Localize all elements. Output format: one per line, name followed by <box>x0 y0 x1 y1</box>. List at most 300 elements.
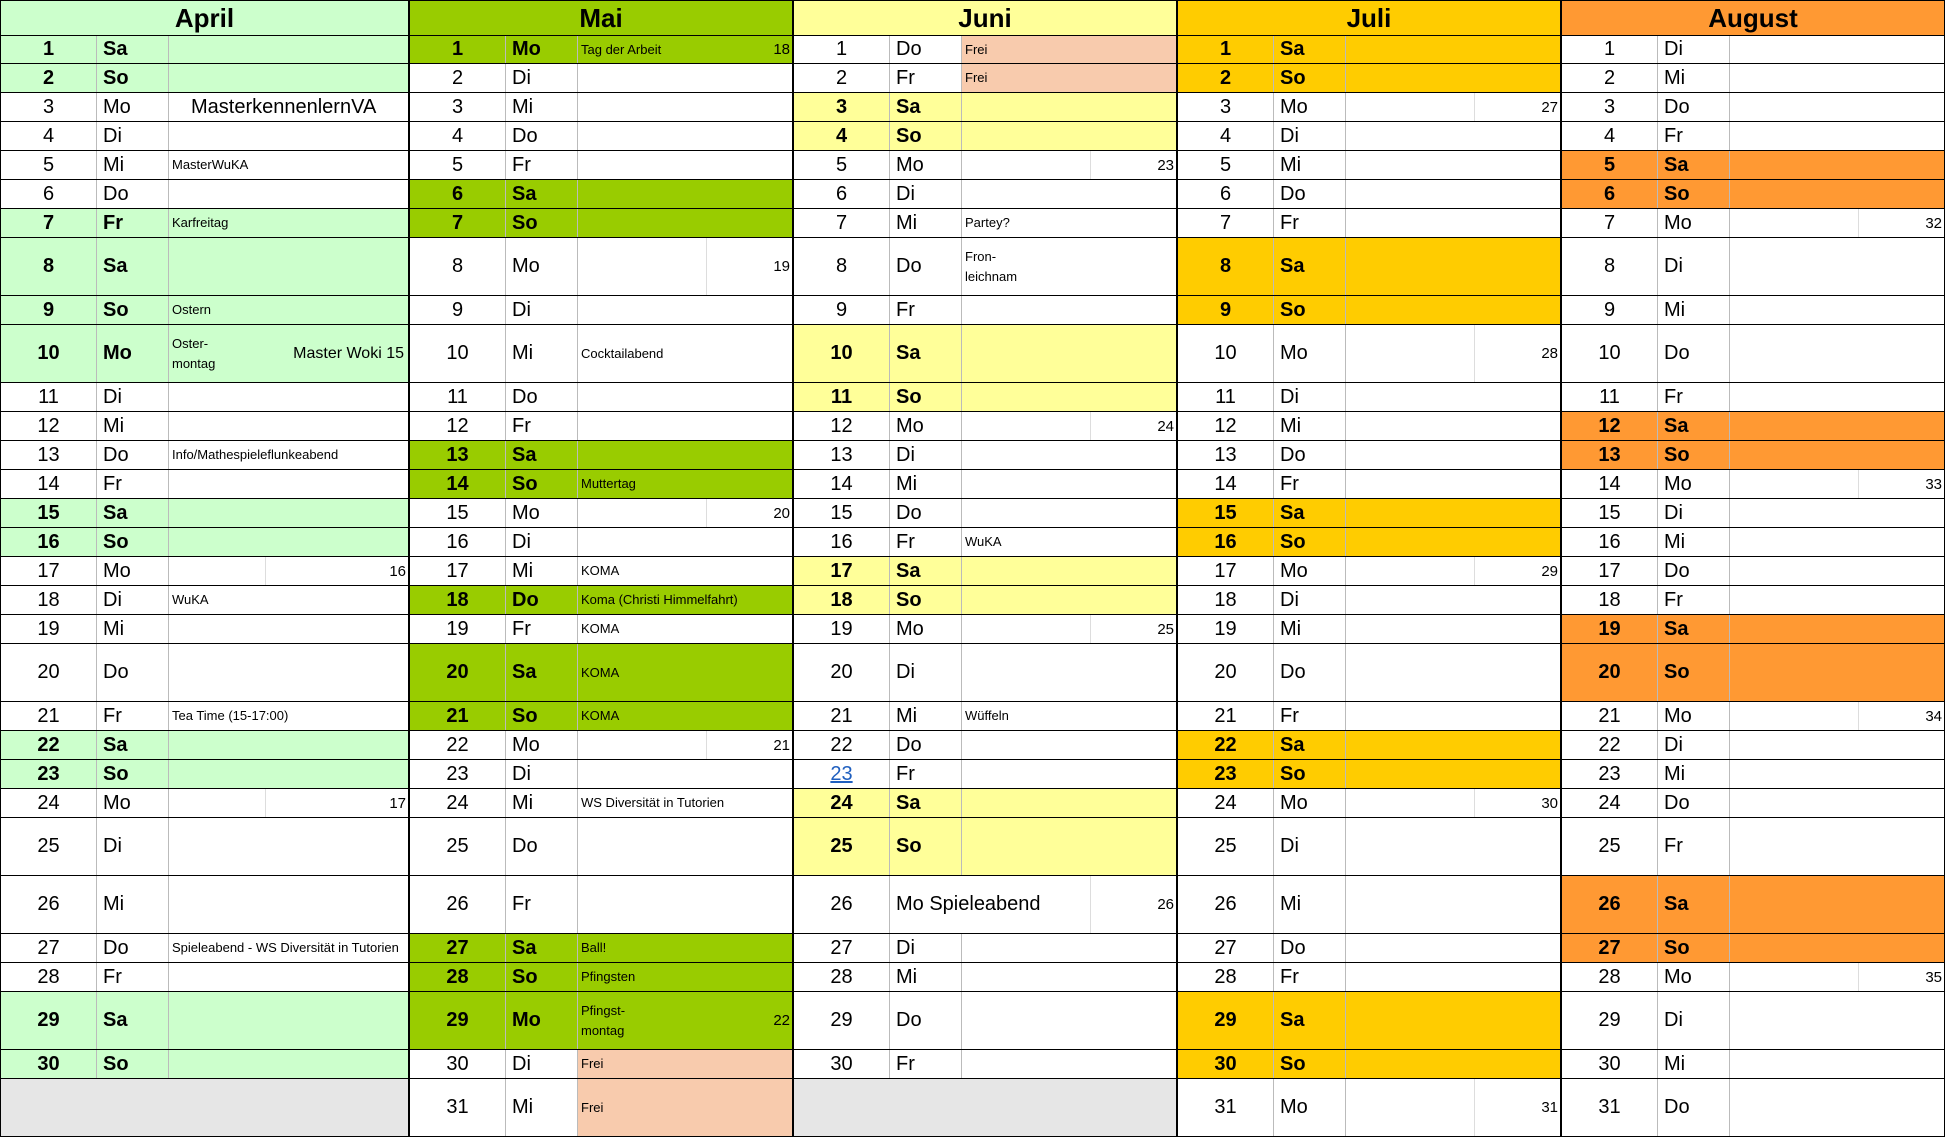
event-note: Ball! <box>581 940 607 955</box>
day-row[interactable] <box>1561 209 1945 238</box>
day-row[interactable] <box>409 963 793 992</box>
day-row[interactable] <box>1561 731 1945 760</box>
day-row[interactable] <box>0 702 409 731</box>
day-row[interactable] <box>409 93 793 122</box>
day-number: 25 <box>1178 818 1274 875</box>
weekday-label: Fr <box>97 702 169 730</box>
day-number: 24 <box>1 789 97 817</box>
day-row[interactable] <box>793 209 1177 238</box>
day-row[interactable] <box>0 209 409 238</box>
weekday-label: Do <box>97 934 169 962</box>
weekday-label: So <box>890 586 962 614</box>
weekday-label: Di <box>890 644 962 701</box>
day-row[interactable] <box>0 992 409 1050</box>
day-row[interactable] <box>793 818 1177 876</box>
day-row[interactable] <box>409 760 793 789</box>
week-divider <box>706 238 707 295</box>
weekday-label: Di <box>97 586 169 614</box>
weekday-label: Mi <box>1658 760 1730 788</box>
day-row[interactable] <box>1561 470 1945 499</box>
day-row[interactable] <box>409 383 793 412</box>
day-row[interactable] <box>409 441 793 470</box>
day-row[interactable] <box>793 934 1177 963</box>
day-row[interactable] <box>793 122 1177 151</box>
day-number: 28 <box>1178 963 1274 991</box>
week-number: 26 <box>1157 896 1174 913</box>
weekday-label: Mi <box>1658 64 1730 92</box>
weekday-label: Mo <box>1274 93 1346 121</box>
day-row[interactable] <box>409 151 793 180</box>
day-row[interactable] <box>409 992 793 1050</box>
day-number: 3 <box>794 93 890 121</box>
day-row[interactable] <box>793 412 1177 441</box>
day-number: 18 <box>410 586 506 614</box>
day-row[interactable] <box>1561 180 1945 209</box>
event-note: Muttertag <box>581 476 636 491</box>
day-number: 6 <box>1178 180 1274 208</box>
weekday-label: Fr <box>1658 818 1730 875</box>
day-number: 4 <box>410 122 506 150</box>
day-number: 10 <box>1178 325 1274 382</box>
day-row[interactable] <box>0 760 409 789</box>
day-number: 10 <box>794 325 890 382</box>
event-note: Tea Time (15-17:00) <box>172 708 289 723</box>
day-row[interactable] <box>793 644 1177 702</box>
day-number: 21 <box>1 702 97 730</box>
weekday-label: Sa <box>1658 615 1730 643</box>
day-row[interactable] <box>793 238 1177 296</box>
day-number: 31 <box>1562 1079 1658 1136</box>
weekday-label: Do <box>1274 180 1346 208</box>
weekday-label: Di <box>1274 586 1346 614</box>
weekday-label: Sa <box>1274 238 1346 295</box>
day-row[interactable] <box>1561 557 1945 586</box>
day-number: 28 <box>794 963 890 991</box>
day-row[interactable] <box>793 557 1177 586</box>
day-row[interactable] <box>793 470 1177 499</box>
day-row[interactable] <box>0 441 409 470</box>
day-row[interactable] <box>1561 93 1945 122</box>
event-note: KOMA <box>581 563 620 578</box>
day-row[interactable] <box>1177 470 1561 499</box>
day-number: 26 <box>794 876 890 933</box>
day-number: 18 <box>1178 586 1274 614</box>
day-row[interactable] <box>793 64 1177 93</box>
day-row[interactable] <box>0 180 409 209</box>
day-number: 17 <box>410 557 506 585</box>
day-row[interactable] <box>1177 383 1561 412</box>
day-row[interactable] <box>1561 383 1945 412</box>
weekday-label: Sa <box>97 36 169 63</box>
day-row[interactable] <box>0 151 409 180</box>
day-row[interactable] <box>793 760 1177 789</box>
day-row[interactable] <box>1561 122 1945 151</box>
day-row[interactable] <box>0 615 409 644</box>
weekday-label: Di <box>1658 499 1730 527</box>
day-row[interactable] <box>1177 122 1561 151</box>
event-note: KOMA <box>581 664 620 680</box>
weekday-label: Do <box>1274 934 1346 962</box>
day-row[interactable] <box>793 499 1177 528</box>
event-note: KOMA <box>581 708 620 723</box>
day-row[interactable] <box>793 1050 1177 1079</box>
week-number: 22 <box>773 1012 790 1029</box>
event-note: MasterWuKA <box>172 157 249 172</box>
day-row[interactable] <box>0 122 409 151</box>
day-row[interactable] <box>0 963 409 992</box>
day-row[interactable] <box>1561 789 1945 818</box>
day-row[interactable] <box>793 441 1177 470</box>
event-note: Frei <box>962 64 1176 92</box>
day-row[interactable] <box>0 499 409 528</box>
day-row[interactable] <box>0 383 409 412</box>
day-row[interactable] <box>409 238 793 296</box>
day-row[interactable] <box>793 296 1177 325</box>
month-header-mai[interactable]: Mai <box>409 0 793 36</box>
day-number: 6 <box>410 180 506 208</box>
week-divider <box>1090 412 1091 440</box>
day-row[interactable] <box>409 499 793 528</box>
day-row[interactable] <box>793 615 1177 644</box>
day-number: 24 <box>1178 789 1274 817</box>
day-row[interactable] <box>1561 586 1945 615</box>
day-row[interactable] <box>409 731 793 760</box>
week-number: 28 <box>1541 345 1558 362</box>
day-row[interactable] <box>0 528 409 557</box>
weekday-label: So <box>1274 296 1346 324</box>
day-row[interactable] <box>793 325 1177 383</box>
day-row[interactable] <box>409 528 793 557</box>
day-row[interactable] <box>0 731 409 760</box>
weekday-label: Di <box>1274 383 1346 411</box>
day-row[interactable] <box>1177 238 1561 296</box>
day-row[interactable] <box>0 470 409 499</box>
day-row[interactable] <box>409 470 793 499</box>
day-number: 14 <box>794 470 890 498</box>
month-header-august[interactable]: August <box>1561 0 1945 36</box>
day-row[interactable] <box>1177 64 1561 93</box>
day-row[interactable] <box>409 818 793 876</box>
weekday-label: Do <box>97 644 169 701</box>
month-header-juli[interactable]: Juli <box>1177 0 1561 36</box>
day-row[interactable] <box>0 93 409 122</box>
weekday-label: Di <box>890 180 962 208</box>
day-row[interactable] <box>0 644 409 702</box>
weekday-label: Fr <box>506 151 578 179</box>
day-row[interactable] <box>0 296 409 325</box>
day-row[interactable] <box>409 644 793 702</box>
day-number: 10 <box>1 325 97 382</box>
day-number: 29 <box>1562 992 1658 1049</box>
weekday-label: Fr <box>1658 383 1730 411</box>
day-row[interactable] <box>409 1079 793 1137</box>
month-header-juni[interactable]: Juni <box>793 0 1177 36</box>
day-row[interactable] <box>793 731 1177 760</box>
weekday-label: Mo Spieleabend <box>896 893 1041 915</box>
day-number: 26 <box>410 876 506 933</box>
weekday-label: Mo <box>506 238 578 295</box>
day-row[interactable] <box>409 180 793 209</box>
day-number: 1 <box>410 36 506 63</box>
day-row[interactable] <box>1177 731 1561 760</box>
week-divider <box>1474 557 1475 585</box>
day-row[interactable] <box>1177 876 1561 934</box>
day-row[interactable] <box>793 963 1177 992</box>
event-note: KOMA <box>581 621 620 636</box>
week-number: 29 <box>1541 562 1558 580</box>
event-note: Tag der Arbeit <box>581 41 662 57</box>
week-divider <box>1858 209 1859 237</box>
day-row[interactable] <box>409 296 793 325</box>
day-number-link[interactable]: 23 <box>830 762 853 785</box>
day-row[interactable] <box>1561 644 1945 702</box>
day-row[interactable] <box>1561 876 1945 934</box>
day-number: 30 <box>1562 1050 1658 1078</box>
weekday-label: Sa <box>506 180 578 208</box>
weekday-label: Mo <box>1658 209 1730 237</box>
day-row[interactable] <box>0 64 409 93</box>
day-row[interactable] <box>1561 963 1945 992</box>
weekday-label: So <box>1658 934 1730 962</box>
day-number: 12 <box>1178 412 1274 440</box>
weekday-label: Mo <box>506 36 578 63</box>
day-row[interactable] <box>0 325 409 383</box>
day-row[interactable] <box>1561 238 1945 296</box>
day-number: 26 <box>1562 876 1658 933</box>
month-header-april[interactable]: April <box>0 0 409 36</box>
day-number: 28 <box>1 963 97 991</box>
day-row[interactable] <box>793 36 1177 64</box>
day-row[interactable] <box>1177 93 1561 122</box>
day-row[interactable] <box>1561 499 1945 528</box>
weekday-label: Sa <box>1274 36 1346 63</box>
day-row[interactable] <box>1177 151 1561 180</box>
day-row[interactable] <box>1177 615 1561 644</box>
week-divider <box>1858 702 1859 730</box>
event-note: WuKA <box>172 592 209 607</box>
weekday-label: Di <box>97 818 169 875</box>
day-row[interactable] <box>1177 325 1561 383</box>
weekday-label: So <box>1274 760 1346 788</box>
day-number: 22 <box>794 731 890 759</box>
day-number: 25 <box>1562 818 1658 875</box>
day-row[interactable] <box>793 93 1177 122</box>
day-row[interactable] <box>793 789 1177 818</box>
day-row[interactable] <box>1177 296 1561 325</box>
day-row[interactable] <box>0 818 409 876</box>
day-row[interactable] <box>1561 760 1945 789</box>
weekday-label: Mi <box>890 702 962 730</box>
day-number: 4 <box>1 122 97 150</box>
day-row[interactable] <box>1561 1050 1945 1079</box>
day-row[interactable] <box>793 151 1177 180</box>
weekday-label: Do <box>1274 441 1346 469</box>
day-row[interactable] <box>1177 1079 1561 1137</box>
day-row[interactable] <box>1177 760 1561 789</box>
day-row[interactable] <box>1177 557 1561 586</box>
day-row[interactable] <box>793 383 1177 412</box>
day-row[interactable] <box>1177 1050 1561 1079</box>
day-number: 23 <box>1178 760 1274 788</box>
weekday-label: So <box>506 470 578 498</box>
weekday-label: Mo <box>890 615 962 643</box>
weekday-label: Di <box>506 760 578 788</box>
weekday-label: Sa <box>890 557 962 585</box>
day-row[interactable] <box>1561 1079 1945 1137</box>
day-row[interactable] <box>1561 64 1945 93</box>
day-row[interactable] <box>1561 36 1945 64</box>
week-number: 20 <box>773 504 790 522</box>
day-number: 6 <box>1562 180 1658 208</box>
weekday-label: Mi <box>890 470 962 498</box>
day-number: 5 <box>1562 151 1658 179</box>
day-row[interactable] <box>409 702 793 731</box>
week-number: 32 <box>1925 214 1942 232</box>
event-note: Frei <box>578 1079 792 1136</box>
day-row[interactable] <box>1177 818 1561 876</box>
day-number: 29 <box>410 992 506 1049</box>
day-number: 25 <box>410 818 506 875</box>
day-row[interactable] <box>0 789 409 818</box>
day-row[interactable] <box>1177 36 1561 64</box>
day-row[interactable] <box>1561 412 1945 441</box>
week-number: 30 <box>1541 794 1558 812</box>
weekday-label: Fr <box>890 528 962 556</box>
week-divider <box>1474 789 1475 817</box>
day-row[interactable] <box>409 209 793 238</box>
event-note: Oster- montag <box>172 335 216 371</box>
day-number: 16 <box>1 528 97 556</box>
day-number: 9 <box>1562 296 1658 324</box>
day-row[interactable] <box>0 876 409 934</box>
day-row[interactable] <box>793 180 1177 209</box>
day-row[interactable] <box>0 1050 409 1079</box>
day-number: 20 <box>1 644 97 701</box>
day-row[interactable] <box>409 934 793 963</box>
day-row[interactable] <box>1561 702 1945 731</box>
day-row[interactable] <box>1561 615 1945 644</box>
day-row[interactable] <box>1177 209 1561 238</box>
weekday-label: Do <box>97 180 169 208</box>
weekday-label: Fr <box>506 412 578 440</box>
day-number: 22 <box>1562 731 1658 759</box>
week-divider <box>265 557 266 585</box>
week-divider <box>1858 470 1859 498</box>
day-row[interactable] <box>0 934 409 963</box>
day-number: 1 <box>1 36 97 63</box>
weekday-label: Mi <box>506 789 578 817</box>
weekday-label: Mi <box>890 209 962 237</box>
day-row[interactable] <box>1177 586 1561 615</box>
weekday-label: Mi <box>506 1079 578 1136</box>
month-column-august <box>1561 0 1945 1146</box>
day-row[interactable] <box>1561 818 1945 876</box>
day-row[interactable] <box>1177 644 1561 702</box>
day-row[interactable] <box>1561 296 1945 325</box>
day-number: 19 <box>794 615 890 643</box>
day-row[interactable] <box>1177 934 1561 963</box>
weekday-label: Sa <box>890 789 962 817</box>
day-row[interactable] <box>409 789 793 818</box>
day-row[interactable] <box>793 528 1177 557</box>
event-note: Partey? <box>965 215 1010 230</box>
day-number: 27 <box>1 934 97 962</box>
day-row[interactable] <box>1177 702 1561 731</box>
day-row[interactable] <box>1177 499 1561 528</box>
day-row[interactable] <box>0 557 409 586</box>
day-row[interactable] <box>1177 441 1561 470</box>
day-row[interactable] <box>1177 963 1561 992</box>
weekday-label: Mo <box>97 93 169 121</box>
day-row[interactable] <box>409 36 793 64</box>
day-row[interactable] <box>1561 992 1945 1050</box>
weekday-label: Fr <box>1274 470 1346 498</box>
day-row[interactable] <box>0 238 409 296</box>
day-row[interactable] <box>409 615 793 644</box>
day-number: 17 <box>1562 557 1658 585</box>
day-number: 27 <box>794 934 890 962</box>
weekday-label: Mo <box>1274 1079 1346 1136</box>
weekday-label: Di <box>97 383 169 411</box>
day-number: 18 <box>794 586 890 614</box>
day-row[interactable] <box>1561 441 1945 470</box>
day-row[interactable] <box>1561 151 1945 180</box>
weekday-label: Do <box>1658 1079 1730 1136</box>
day-number: 14 <box>1562 470 1658 498</box>
weekday-label: Sa <box>506 934 578 962</box>
day-row[interactable] <box>0 412 409 441</box>
weekday-label: Sa <box>97 238 169 295</box>
weekday-label: Fr <box>890 1050 962 1078</box>
day-row[interactable] <box>1177 528 1561 557</box>
day-row[interactable] <box>793 702 1177 731</box>
day-number: 25 <box>1 818 97 875</box>
event-note: Wüffeln <box>965 708 1009 723</box>
day-number: 3 <box>1562 93 1658 121</box>
day-row[interactable] <box>1177 992 1561 1050</box>
day-row[interactable] <box>409 586 793 615</box>
day-number: 5 <box>1 151 97 179</box>
day-row[interactable] <box>409 1050 793 1079</box>
day-row[interactable] <box>1177 412 1561 441</box>
day-row[interactable] <box>0 586 409 615</box>
day-row[interactable] <box>1177 789 1561 818</box>
weekday-label: Fr <box>890 760 962 788</box>
day-row[interactable] <box>1561 528 1945 557</box>
day-row[interactable] <box>409 122 793 151</box>
day-number: 4 <box>1178 122 1274 150</box>
day-row[interactable] <box>793 586 1177 615</box>
weekday-label: Fr <box>506 615 578 643</box>
day-row[interactable] <box>409 64 793 93</box>
day-row[interactable] <box>1561 325 1945 383</box>
day-row[interactable] <box>409 557 793 586</box>
day-row[interactable] <box>409 325 793 383</box>
week-divider <box>1474 325 1475 382</box>
day-row[interactable] <box>793 876 1177 934</box>
weekday-label: Di <box>506 64 578 92</box>
day-row[interactable] <box>409 412 793 441</box>
weekday-label: Mi <box>506 325 578 382</box>
day-row[interactable] <box>1177 180 1561 209</box>
day-row[interactable] <box>409 876 793 934</box>
day-row[interactable] <box>1561 934 1945 963</box>
day-row[interactable] <box>793 992 1177 1050</box>
weekday-label: Di <box>97 122 169 150</box>
weekday-label: Mi <box>1658 528 1730 556</box>
day-number: 11 <box>1178 383 1274 411</box>
day-row[interactable] <box>0 36 409 64</box>
